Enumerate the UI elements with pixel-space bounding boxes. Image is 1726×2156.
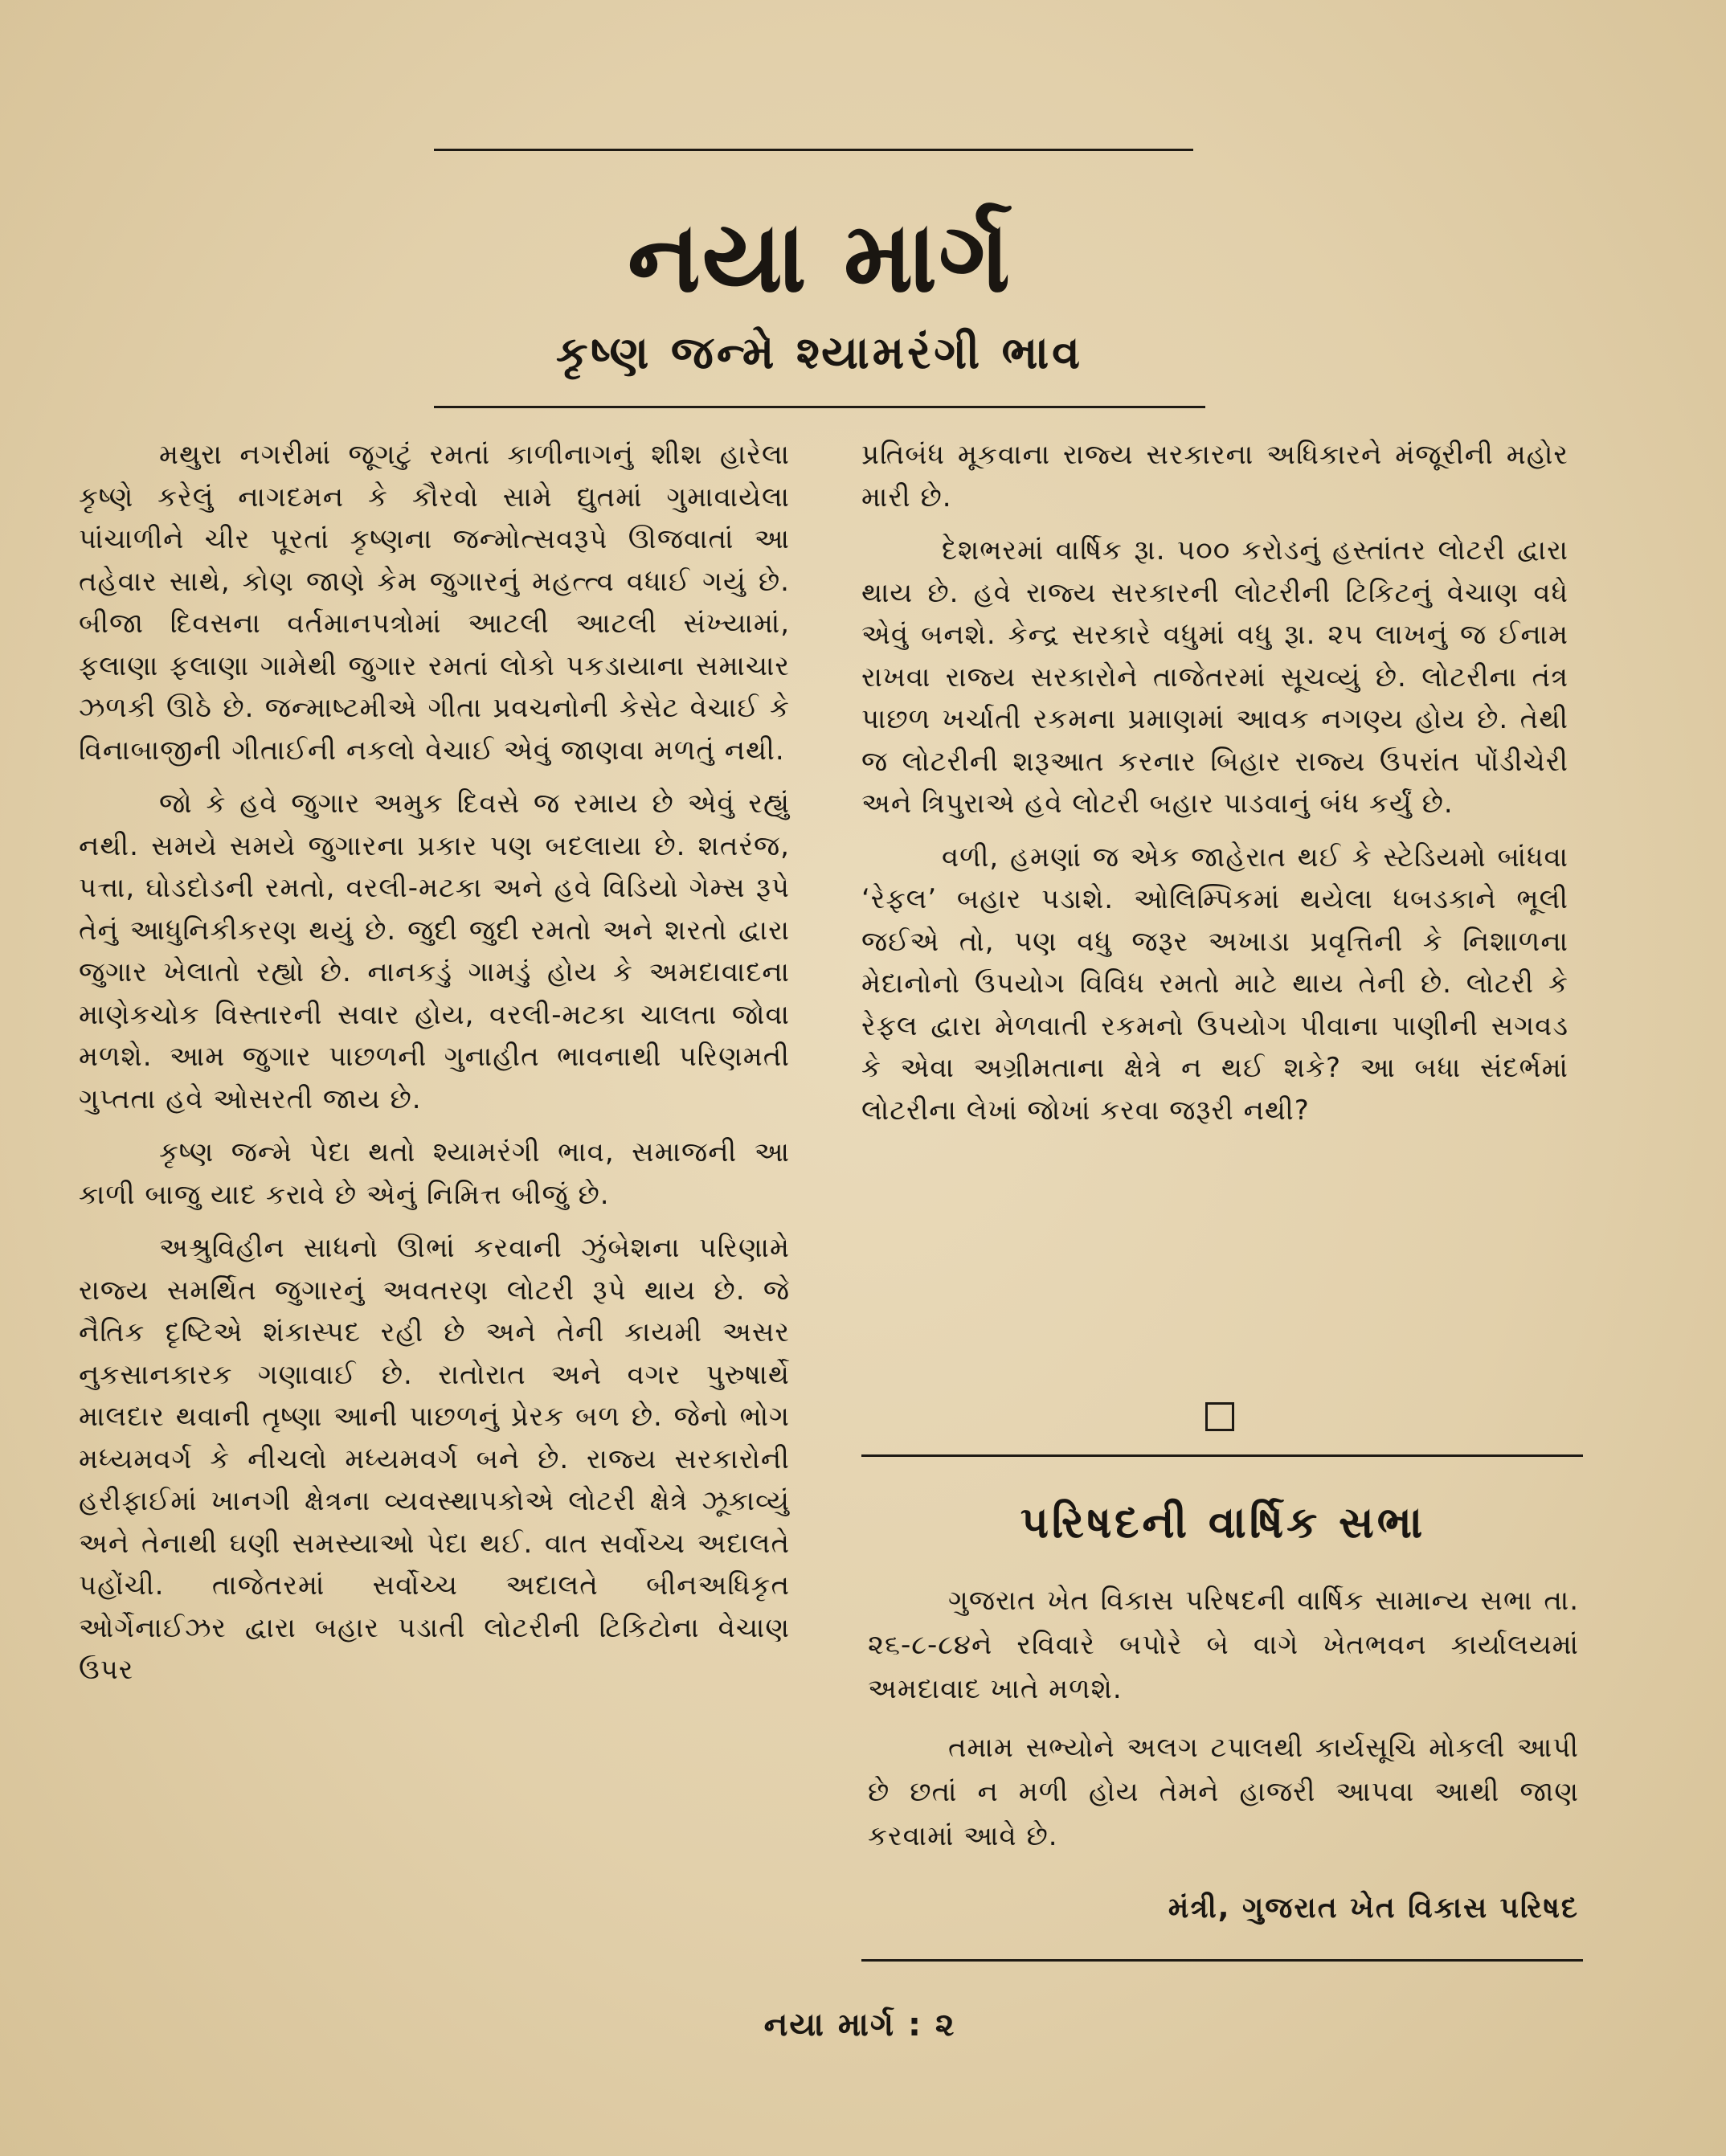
- notice-paragraph: ગુજરાત ખેત વિકાસ પરિષદની વાર્ષિક સામાન્ય સભા તા. ૨૬-૮-૮૪ને રવિવારે બપોરે બે વાગે ખેતભવન કાર્યાલયમાં અમદાવાદ ખાતે મળશે.: [868, 1585, 1579, 1705]
- notice-paragraph: તમામ સભ્યોને અલગ ટપાલથી કાર્યસૂચિ મોકલી આપી છે છતાં ન મળી હોય તેમને હાજરી આપવા આથી જાણ કરવામાં આવે છે.: [868, 1732, 1579, 1852]
- notice-signature: મંત્રી, ગુજરાત ખેત વિકાસ પરિષદ: [1168, 1892, 1579, 1925]
- article-paragraph: કૃષ્ણ જન્મે પેદા થતો શ્યામરંગી ભાવ, સમાજની આ કાળી બાજુ યાદ કરાવે છે એનું નિમિત્ત બીજું છે.: [79, 1136, 790, 1211]
- top-rule: [434, 149, 1193, 151]
- subtitle-rule: [434, 406, 1205, 408]
- page-footer: નયા માર્ગ : ૨: [763, 2007, 956, 2043]
- article-left-column: [79, 434, 790, 1703]
- end-of-article-box-icon: [1205, 1402, 1234, 1431]
- article-paragraph: જો કે હવે જુગાર અમુક દિવસે જ રમાય છે એવું રહ્યું નથી. સમયે સમયે જુગારના પ્રકાર પણ બદલાયા છે. શતરંજ, પત્તા, ઘોડદોડની રમતો, વરલી-મટકા અને હવે વિડિયો ગેમ્સ રૂપે તેનું આધુનિકીકરણ થયું છે. જુદી જુદી રમતો અને શરતો દ્વારા જુગાર ખેલાતો રહ્યો છે. નાનકડું ગામડું હોય કે અમદાવાદના માણેકચોક વિસ્તારની સવાર હોય, વરલી-મટકા ચાલતા જોવા મળશે. આમ જુગાર પાછળની ગુનાહીત ભાવનાથી પરિણમતી ગુપ્તતા હવે ઓસરતી જાય છે.: [79, 788, 790, 1115]
- article-paragraph-continued: પ્રતિબંધ મૂકવાના રાજ્ય સરકારના અધિકારને મંજૂરીની મહોર મારી છે.: [861, 439, 1569, 513]
- article-right-column: [861, 434, 1569, 1143]
- notice-body: [868, 1579, 1579, 1873]
- article-subtitle: કૃષ્ણ જન્મે શ્યામરંગી ભાવ: [555, 327, 1084, 379]
- masthead-title: નયા માર્ગ: [627, 200, 1012, 314]
- notice-top-rule: [861, 1454, 1583, 1457]
- article-paragraph: અશ્રુવિહીન સાધનો ઊભાં કરવાની ઝુંબેશના પરિણામે રાજ્ય સમર્થિત જુગારનું અવતરણ લોટરી રૂપે થાય છે. જે નૈતિક દૃષ્ટિએ શંકાસ્પદ રહી છે અને તેની કાયમી અસર નુકસાનકારક ગણાવાઈ છે. રાતોરાત અને વગર પુરુષાર્થે માલદાર થવાની તૃષ્ણા આની પાછળનું પ્રેરક બળ છે. જેનો ભોગ મધ્યમવર્ગ કે નીચલો મધ્યમવર્ગ બને છે. રાજ્ય સરકારોની હરીફાઈમાં ખાનગી ક્ષેત્રના વ્યવસ્થાપકોએ લોટરી ક્ષેત્રે ઝૂકાવ્યું અને તેનાથી ઘણી સમસ્યાઓ પેદા થઈ. વાત સર્વોચ્ચ અદાલતે પહોંચી. તાજેતરમાં સર્વોચ્ચ અદાલતે બીનઅધિકૃત ઓર્ગેનાઈઝર દ્વારા બહાર પડાતી લોટરીની ટિકિટોના વેચાણ ઉપર: [79, 1232, 790, 1686]
- article-paragraph: દેશભરમાં વાર્ષિક રૂા. ૫૦૦ કરોડનું હસ્તાંતર લોટરી દ્વારા થાય છે. હવે રાજ્ય સરકારની લોટરીની ટિકિટનું વેચાણ વધે એવું બનશે. કેન્દ્ર સરકારે વધુમાં વધુ રૂા. ૨૫ લાખનું જ ઈનામ રાખવા રાજ્ય સરકારોને તાજેતરમાં સૂચવ્યું છે. લોટરીના તંત્ર પાછળ ખર્ચાતી રકમના પ્રમાણમાં આવક નગણ્ય હોય છે. તેથી જ લોટરીની શરૂઆત કરનાર બિહાર રાજ્ય ઉપરાંત પોંડીચેરી અને ત્રિપુરાએ હવે લોટરી બહાર પાડવાનું બંધ કર્યું છે.: [861, 534, 1569, 820]
- notice-title: પરિષદની વાર્ષિક સભા: [1020, 1497, 1426, 1548]
- notice-bottom-rule: [861, 1959, 1583, 1962]
- article-paragraph: વળી, હમણાં જ એક જાહેરાત થઈ કે સ્ટેડિયમો બાંધવા ‘રેફલ’ બહાર પડાશે. ઓલિમ્પિકમાં થયેલા ધબડકાને ભૂલી જઈએ તો, પણ વધુ જરૂર અખાડા પ્રવૃત્તિની કે નિશાળના મેદાનોનો ઉપયોગ વિવિધ રમતો માટે થાય તેની છે. લોટરી કે રેફલ દ્વારા મેળવાતી રકમનો ઉપયોગ પીવાના પાણીની સગવડ કે એવા અગ્રીમતાના ક્ષેત્રે ન થઈ શકે? આ બધા સંદર્ભમાં લોટરીના લેખાં જોખાં કરવા જરૂરી નથી?: [861, 841, 1569, 1127]
- article-paragraph: મથુરા નગરીમાં જૂગટું રમતાં કાળીનાગનું શીશ હારેલા કૃષ્ણે કરેલું નાગદમન કે કૌરવો સામે દ્યુતમાં ગુમાવાયેલા પાંચાળીને ચીર પૂરતાં કૃષ્ણના જન્મોત્સવરૂપે ઊજવાતાં આ તહેવાર સાથે, કોણ જાણે કેમ જુગારનું મહત્ત્વ વધાઈ ગયું છે. બીજા દિવસના વર્તમાનપત્રોમાં આટલી આટલી સંખ્યામાં, ફલાણા ફલાણા ગામેથી જુગાર રમતાં લોકો પકડાયાના સમાચાર ઝળકી ઊઠે છે. જન્માષ્ટમીએ ગીતા પ્રવચનોની કેસેટ વેચાઈ કે વિનાબાજીની ગીતાઈની નકલો વેચાઈ એવું જાણવા મળતું નથી.: [79, 439, 790, 767]
